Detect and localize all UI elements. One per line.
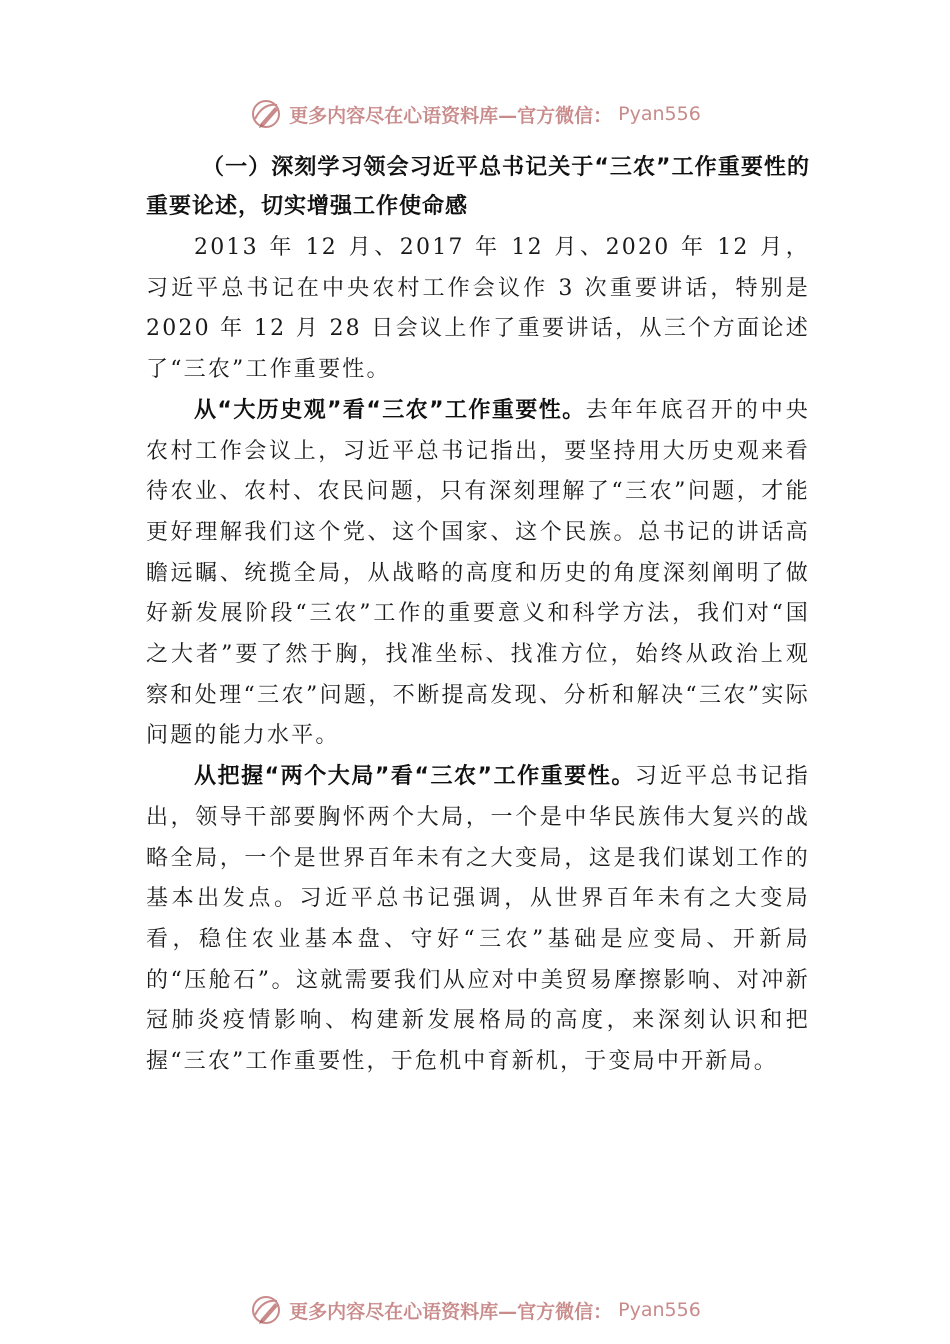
document-body (146, 148, 810, 1083)
paragraph-1-body: 2013 年 12 月、2017 年 12 月、2020 年 12 月，习近平总书记在中央农村工作会议作 3 次重要讲话，特别是 2020 年 12 月 28 日会议上作了重要讲话，从三个方面论述了“三农”工作重要性。 (146, 235, 810, 383)
paragraph-3-lead: 从把握“两个大局”看“三农”工作重要性。 (194, 764, 635, 790)
paragraph-2-lead: 从“大历史观”看“三农”工作重要性。 (194, 397, 586, 423)
watermark-text-bottom: 更多内容尽在心语资料库—官方微信： (289, 1300, 613, 1323)
header-watermark (0, 94, 950, 134)
watermark-group-bottom (249, 1293, 701, 1327)
watermark-text: 更多内容尽在心语资料库—官方微信： (289, 104, 613, 127)
pen-circle-logo-icon (249, 1293, 283, 1327)
watermark-group (249, 97, 701, 131)
watermark-wechat-id-bottom: Pyan556 (618, 1299, 701, 1321)
footer-watermark (0, 1290, 950, 1330)
watermark-wechat-id: Pyan556 (618, 103, 701, 125)
paragraph-1 (146, 228, 810, 391)
paragraph-2-body: 去年年底召开的中央农村工作会议上，习近平总书记指出，要坚持用大历史观来看待农业、农村、农民问题，只有深刻理解了“三农”问题，才能更好理解我们这个党、这个国家、这个民族。总书记的讲话高瞻远瞩、统揽全局，从战略的高度和历史的角度深刻阐明了做好新发展阶段“三农”工作的重要意义和科学方法，我们对“国之大者”要了然于胸，找准坐标、找准方位，始终从政治上观察和处理“三农”问题，不断提高发现、分析和解决“三农”实际问题的能力水平。 (146, 397, 810, 749)
paragraph-3-body: 习近平总书记指出，领导干部要胸怀两个大局，一个是中华民族伟大复兴的战略全局，一个是世界百年未有之大变局，这是我们谋划工作的基本出发点。习近平总书记强调，从世界百年未有之大变局看，稳住农业基本盘、守好“三农”基础是应变局、开新局的“压舱石”。这就需要我们从应对中美贸易摩擦影响、对冲新冠肺炎疫情影响、构建新发展格局的高度，来深刻认识和把握“三农”工作重要性，于危机中育新机，于变局中开新局。 (146, 764, 811, 1075)
paragraph-3 (146, 757, 810, 1083)
paragraph-2 (146, 391, 810, 757)
section-heading: （一）深刻学习领会习近平总书记关于“三农”工作重要性的重要论述，切实增强工作使命感 (146, 155, 810, 219)
pen-circle-logo-icon (249, 97, 283, 131)
